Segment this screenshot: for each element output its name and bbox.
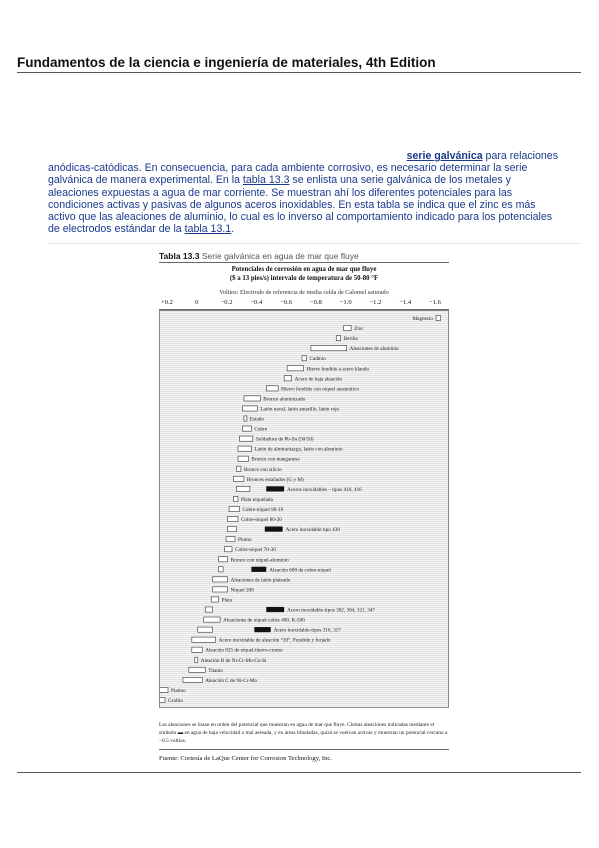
paragraph-text-3: . bbox=[231, 223, 235, 236]
footer-divider bbox=[17, 772, 581, 773]
range-bar bbox=[160, 687, 168, 692]
range-bar bbox=[234, 476, 244, 481]
range-bar bbox=[344, 325, 351, 330]
series-label: Zinc bbox=[354, 326, 364, 333]
header-divider bbox=[17, 72, 581, 73]
series-label: Aleaciones de latón plateado bbox=[230, 577, 291, 584]
range-bar bbox=[238, 446, 251, 451]
figure-note: Las aleaciones se listan en orden del potencial que muestran en agua de mar que fluye. Ciertas aleaciones indicadas mediante el símbolo ▬ en agua de baja velocidad o mal aereada, y en áreas blindadas, quizá se vuelvan activas y muestran un potencial cercano a −0.5 voltios. bbox=[159, 722, 448, 744]
tick-label: −1.4 bbox=[399, 299, 412, 306]
series-label: Magnesio bbox=[412, 316, 433, 322]
series-label: Cadmio bbox=[309, 356, 326, 363]
series-label: Acero inoxidable de aleación “20”, Fundido y forjado bbox=[218, 637, 331, 644]
link-tabla-13-3[interactable]: tabla 13.3 bbox=[242, 174, 290, 187]
paragraph-text-2: se enlista una serie galvánica de los metales y aleaciones expuestas a agua de mar corriente. Se muestran ahí los diferentes potenciales para las condiciones activas y pasivas de algunos aceros inoxidables. En esta tabla se indica que el zinc es más activo que las aleaciones de aluminio, lo cual es lo inverso al comportamiento indicado para los potenciales de electrodos estándar de la bbox=[48, 174, 553, 236]
series-label: Platino bbox=[171, 687, 186, 694]
series-label: Aleación C de Ni-Cr-Mo bbox=[205, 677, 258, 684]
tick-label: −1.6 bbox=[429, 299, 441, 306]
active-range-bar bbox=[265, 527, 283, 532]
range-bar bbox=[244, 416, 247, 421]
active-range-bar bbox=[254, 627, 270, 632]
series-label: Bronce con silicio bbox=[243, 466, 282, 473]
range-bar bbox=[242, 426, 251, 431]
link-serie-galvanica[interactable]: serie galvánica bbox=[406, 150, 483, 162]
figure-header bbox=[159, 251, 449, 263]
chart-title-line1: Potenciales de corrosión en agua de mar que fluye bbox=[231, 266, 377, 273]
axis-label: Voltios: Electrodo de referencia de media celda de Calomel saturado bbox=[219, 289, 389, 296]
series-label: Aleaciones de níquel-cobre 400, K-500 bbox=[223, 617, 305, 624]
tick-label: −0.4 bbox=[250, 299, 263, 306]
figure-source: Fuente: Cortesía de LaQue Center for Corrosion Technology, Inc. bbox=[159, 749, 449, 762]
active-range-bar bbox=[251, 567, 266, 572]
tick-label: +0.2 bbox=[161, 299, 173, 306]
range-bar bbox=[228, 527, 237, 532]
range-bar bbox=[236, 466, 240, 471]
range-bar bbox=[192, 647, 202, 652]
paragraph-lead bbox=[48, 150, 558, 162]
series-label: Plomo bbox=[238, 537, 252, 544]
range-bar bbox=[211, 597, 218, 602]
range-bar bbox=[189, 667, 205, 672]
range-bar bbox=[213, 587, 228, 592]
paragraph-text-1: anódicas-catódicas. En consecuencia, para cada ambiente corrosivo, es necesario determinar la serie galvánica de manera experimental. En la bbox=[48, 162, 528, 187]
range-bar bbox=[219, 567, 223, 572]
range-bar bbox=[198, 627, 213, 632]
series-label: Acero inoxidable tipo 430 bbox=[285, 527, 340, 534]
series-label: Plata bbox=[221, 597, 232, 604]
series-label: Bronce aluminizado bbox=[263, 396, 306, 403]
chart-title bbox=[159, 266, 449, 283]
range-bar bbox=[287, 366, 303, 371]
series-label: Aleación 600 de cobre-níquel bbox=[269, 567, 331, 574]
series-label: Bronces estañados (G y M) bbox=[246, 476, 304, 483]
range-bar bbox=[236, 486, 249, 491]
series-label: Bronce con níquel-aluminio bbox=[230, 557, 289, 564]
series-label: Grafito bbox=[168, 698, 184, 704]
range-bar bbox=[229, 506, 239, 511]
range-bar bbox=[192, 637, 216, 642]
series-label: Hierro fundido con níquel austenítico bbox=[281, 386, 359, 393]
range-bar bbox=[311, 346, 347, 351]
body-paragraph bbox=[48, 150, 558, 235]
range-bar bbox=[195, 657, 198, 662]
lead-text: para relaciones bbox=[482, 150, 558, 162]
range-bar bbox=[239, 436, 252, 441]
figure-label: Tabla 13.3 bbox=[159, 251, 200, 261]
range-bar bbox=[160, 697, 165, 702]
tick-label: −1.2 bbox=[369, 299, 382, 306]
series-label: Estaño bbox=[249, 416, 265, 423]
galvanic-series-figure bbox=[159, 251, 449, 767]
link-tabla-13-1[interactable]: tabla 13.1 bbox=[184, 223, 232, 236]
series-label: Cobre-níquel 90-10 bbox=[242, 507, 284, 513]
series-label: Cobre-níquel 80-20 bbox=[240, 517, 282, 524]
series-label: Acero inoxidable-tipos 316, 317 bbox=[273, 627, 341, 634]
series-label: Níquel 200 bbox=[230, 587, 254, 594]
galvanic-chart bbox=[160, 311, 448, 707]
range-bar bbox=[205, 607, 212, 612]
series-label: Cobre bbox=[254, 426, 268, 433]
active-range-bar bbox=[266, 486, 284, 491]
chart-title-line2: ($ a 13 pies/s) intervalo de temperatura de 50-80 °F bbox=[229, 274, 379, 282]
plot-area bbox=[159, 310, 449, 708]
series-label: Acero inoxidable-tipos 302, 304, 321, 347 bbox=[287, 607, 376, 614]
range-bar bbox=[302, 356, 306, 361]
paragraph-divider bbox=[48, 243, 581, 244]
range-bar bbox=[228, 516, 238, 521]
range-bar bbox=[226, 537, 235, 542]
series-label: Plata niquelada bbox=[240, 496, 273, 503]
series-label: Hierro fundido a acero blando bbox=[306, 366, 370, 373]
range-bar bbox=[213, 577, 228, 582]
book-title: Fundamentos de la ciencia e ingeniería de materiales, 4th Edition bbox=[17, 55, 436, 70]
series-label: Latón de almirantazgo, latón con aluminio bbox=[254, 446, 343, 453]
range-bar bbox=[238, 456, 248, 461]
range-bar bbox=[244, 396, 260, 401]
series-label: Bronce con manganeso bbox=[251, 456, 300, 463]
series-label: Latón naval, latón amarillo, latón rojo bbox=[260, 406, 340, 413]
tick-label: −0.6 bbox=[280, 299, 293, 306]
series-label: Acero de baja aleación bbox=[294, 376, 342, 383]
series-label: Aleaciones de aluminio bbox=[349, 346, 399, 353]
range-bar bbox=[284, 376, 291, 381]
series-label: Soldadura de Pb-Sn (50/50) bbox=[255, 436, 314, 443]
range-bar bbox=[234, 496, 238, 501]
axis-ticks bbox=[159, 298, 449, 310]
range-bar bbox=[242, 406, 257, 411]
series-label: Aleación B de Ni-Cr-Mo-Cu-Si bbox=[200, 657, 267, 664]
range-bar bbox=[219, 557, 228, 562]
range-bar bbox=[183, 677, 202, 682]
active-range-bar bbox=[266, 607, 284, 612]
series-label: Cobre-níquel 70-30 bbox=[235, 547, 276, 554]
range-bar bbox=[266, 386, 278, 391]
series-label: Berilio bbox=[343, 336, 359, 343]
series-label: Titanio bbox=[208, 667, 224, 674]
tick-label: −0.8 bbox=[309, 299, 322, 306]
tick-label: −1.0 bbox=[339, 299, 352, 306]
range-bar bbox=[204, 617, 220, 622]
tick-label: −0.2 bbox=[220, 299, 233, 306]
range-bar bbox=[336, 336, 340, 341]
series-label: Aleación 825 de níquel-hierro-cromo bbox=[205, 647, 283, 654]
tick-label: 0 bbox=[195, 299, 199, 306]
range-bar bbox=[436, 315, 440, 320]
series-label: Aceros inoxidables – tipos 410, 416 bbox=[287, 486, 362, 493]
figure-caption: Serie galvánica en agua de mar que fluye bbox=[201, 251, 359, 261]
range-bar bbox=[225, 547, 232, 552]
